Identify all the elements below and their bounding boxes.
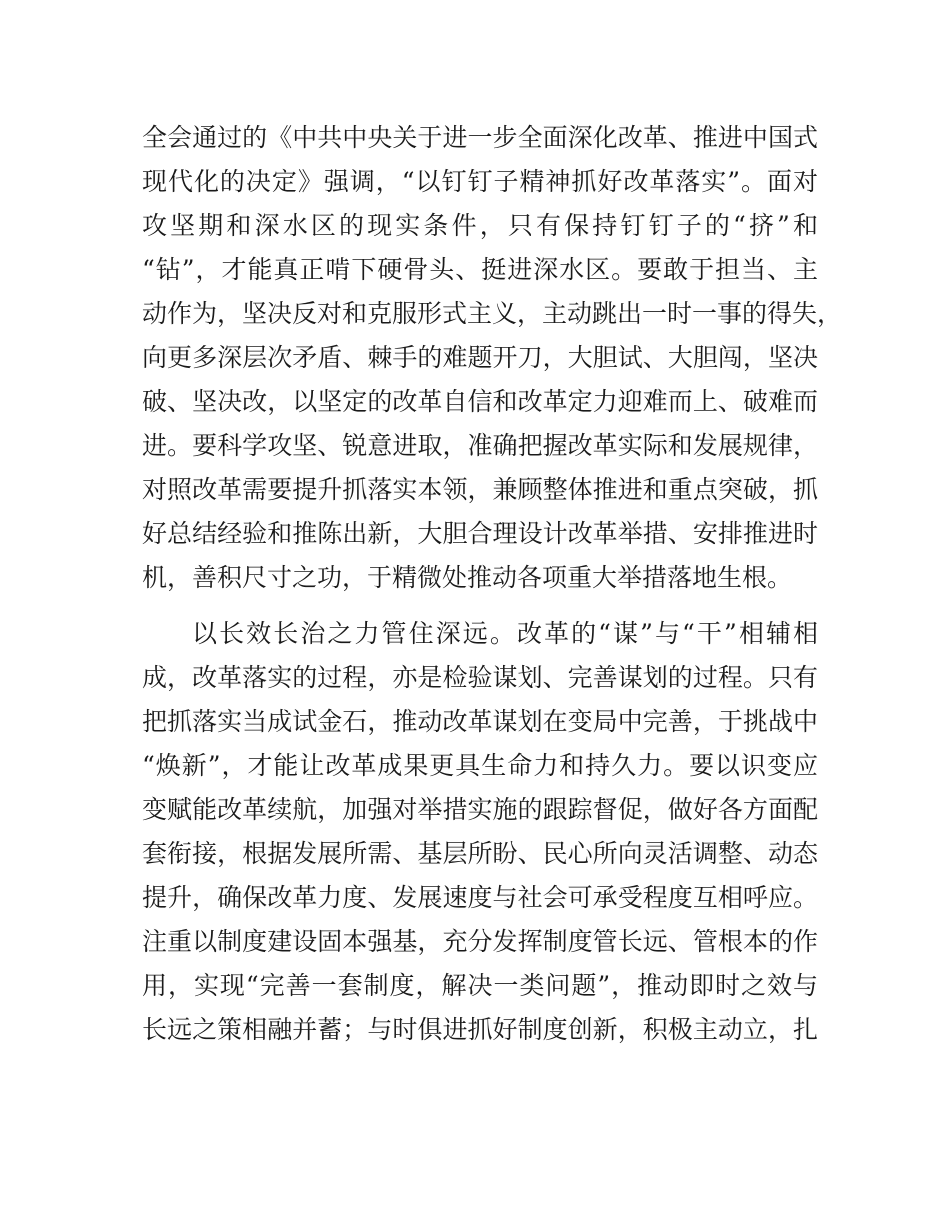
text-line: 套衔接，根据发展所需、基层所盼、民心所向灵活调整、动态	[142, 839, 818, 868]
text-line: 进。要科学攻坚、锐意进取，准确把握改革实际和发展规律，	[142, 431, 818, 460]
text-line: 对照改革需要提升抓落实本领，兼顾整体推进和重点突破，抓	[142, 475, 818, 504]
paragraph-1	[142, 116, 843, 600]
text-line: 攻坚期和深水区的现实条件，只有保持钉钉子的“挤”和	[142, 211, 818, 240]
text-line: “焕新”，才能让改革成果更具生命力和持久力。要以识变应	[142, 751, 818, 780]
text-line: 成，改革落实的过程，亦是检验谋划、完善谋划的过程。只有	[142, 663, 818, 692]
paragraph-2	[142, 612, 818, 1052]
text-line: 变赋能改革续航，加强对举措实施的跟踪督促，做好各方面配	[142, 795, 818, 824]
text-line: 以长效长治之力管住深远。改革的“谋”与“干”相辅相	[192, 619, 818, 648]
text-line: 注重以制度建设固本强基，充分发挥制度管长远、管根本的作	[142, 927, 818, 956]
text-line: 提升，确保改革力度、发展速度与社会可承受程度互相呼应。	[142, 883, 818, 912]
text-line: “钻”，才能真正啃下硬骨头、挺进深水区。要敢于担当、主	[142, 255, 818, 284]
text-line: 向更多深层次矛盾、棘手的难题开刀，大胆试、大胆闯，坚决	[142, 343, 818, 372]
text-line: 现代化的决定》强调，“以钉钉子精神抓好改革落实”。面对	[142, 167, 818, 196]
text-line: 长远之策相融并蓄；与时俱进抓好制度创新，积极主动立，扎	[142, 1015, 818, 1044]
text-line: 全会通过的《中共中央关于进一步全面深化改革、推进中国式	[142, 123, 818, 152]
body-text	[142, 116, 843, 1052]
text-line: 破、坚决改，以坚定的改革自信和改革定力迎难而上、破难而	[142, 387, 818, 416]
text-line: 把抓落实当成试金石，推动改革谋划在变局中完善，于挑战中	[142, 707, 818, 736]
text-line: 动作为，坚决反对和克服形式主义，主动跳出一时一事的得失，	[142, 299, 843, 328]
paragraph-gap	[142, 600, 818, 612]
text-line: 好总结经验和推陈出新，大胆合理设计改革举措、安排推进时	[142, 519, 818, 548]
text-line: 机，善积尺寸之功，于精微处推动各项重大举措落地生根。	[142, 563, 793, 592]
text-line: 用，实现“完善一套制度，解决一类问题”，推动即时之效与	[142, 971, 818, 1000]
